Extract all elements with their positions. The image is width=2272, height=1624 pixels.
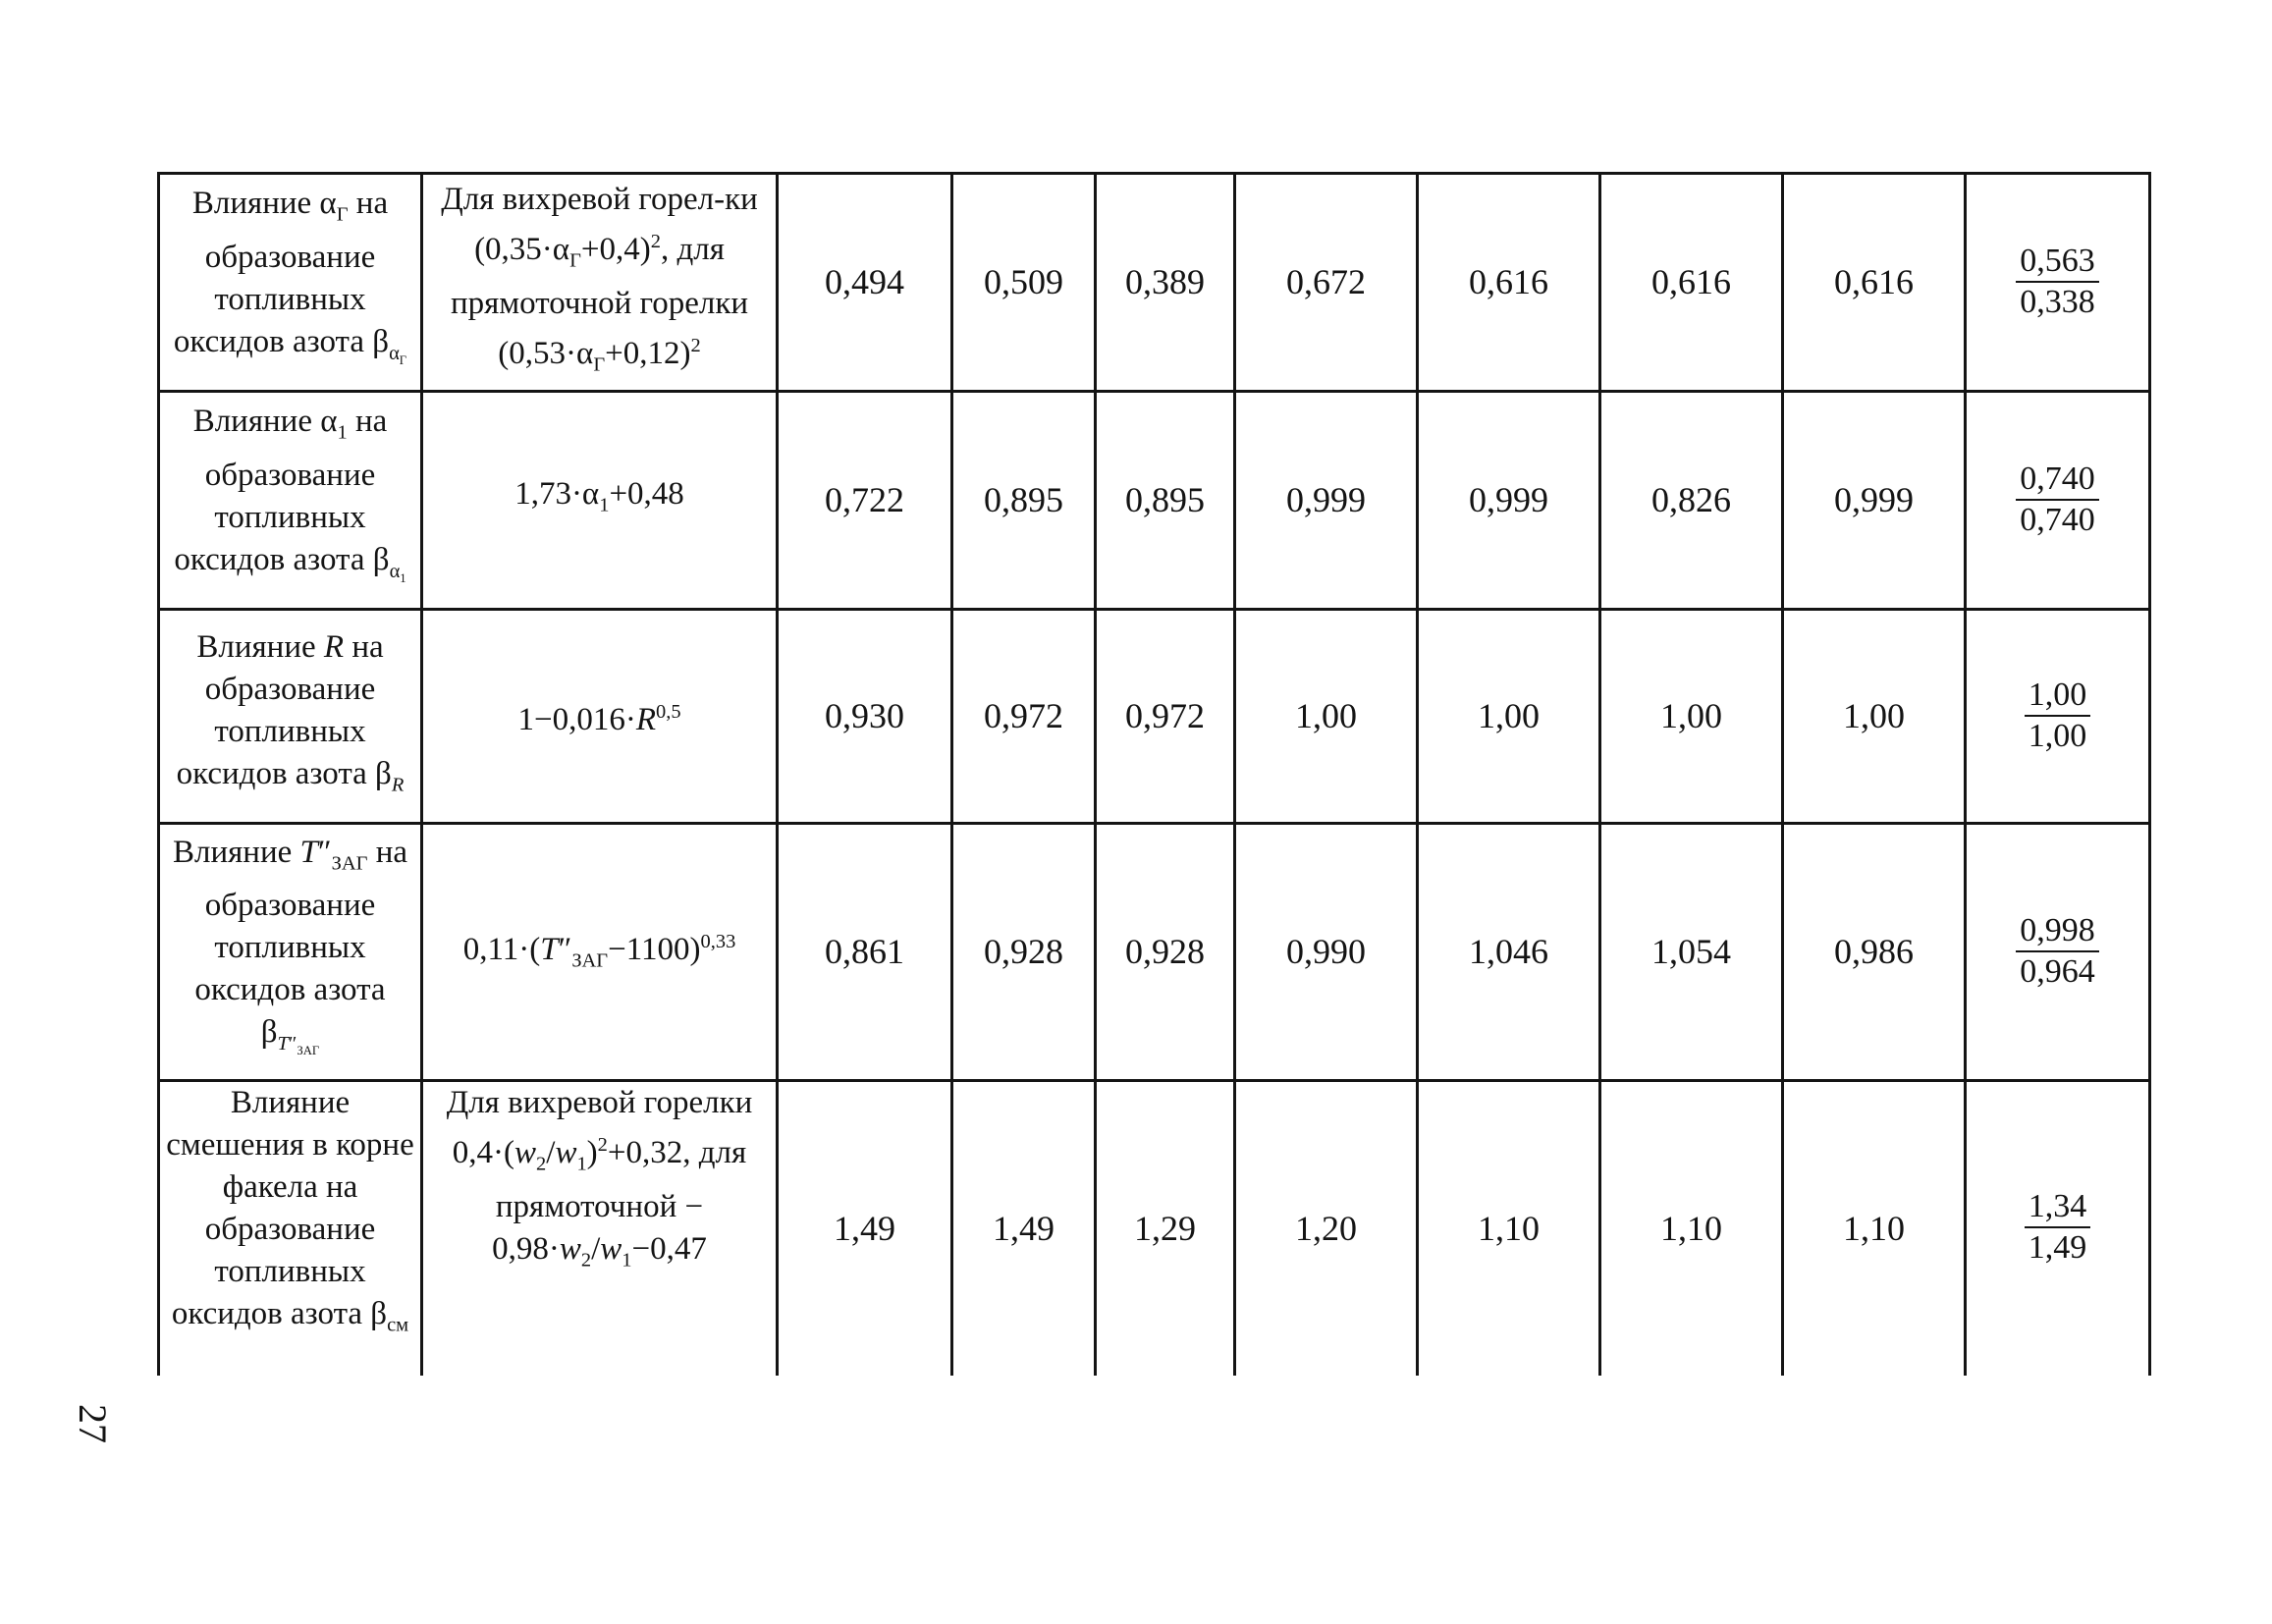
value-cell: 0,509 [952,174,1096,392]
value-cell: 1,00 [1783,610,1966,824]
formula-cell: Для вихревой горел-ки $(0,35\cdot\alpha_Г+0,4)^2$, для прямоточной горелки $(0,53\cdot\alpha_Г+0,12)^2$ [422,174,778,392]
value-cell: 1,00 [1418,610,1600,824]
fraction-cell [1966,392,2150,610]
value-cell: 0,972 [1096,610,1235,824]
fraction-value [2016,460,2099,540]
fraction-numerator: 1,34 [2025,1187,2091,1228]
formula-cell: Для вихревой горелки $0,4\cdot(w_2/w_1)^2+0,32$, для прямоточной − $0,98\cdot w_2/w_1-0,47$ [422,1081,778,1376]
value-cell: 0,999 [1783,392,1966,610]
value-cell: 1,10 [1783,1081,1966,1376]
value-cell: 0,895 [952,392,1096,610]
value-cell: 0,616 [1783,174,1966,392]
fraction-denominator: 0,964 [2020,952,2095,990]
table-row [159,1081,2150,1376]
fraction-value [2025,676,2091,756]
value-cell: 1,054 [1600,824,1783,1081]
formula-cell: $1-0,016\cdot R^{0,5}$ [422,610,778,824]
value-cell: 0,928 [952,824,1096,1081]
table-row [159,392,2150,610]
fraction-denominator: 1,49 [2028,1229,2087,1267]
value-cell: 1,10 [1600,1081,1783,1376]
value-cell: 0,928 [1096,824,1235,1081]
table-row [159,610,2150,824]
fraction-cell [1966,610,2150,824]
value-cell: 0,972 [952,610,1096,824]
value-cell: 0,861 [778,824,952,1081]
value-cell: 1,046 [1418,824,1600,1081]
value-cell: 0,672 [1235,174,1418,392]
value-cell: 0,826 [1600,392,1783,610]
fraction-denominator: 0,740 [2020,501,2095,538]
value-cell: 1,49 [952,1081,1096,1376]
table-row [159,174,2150,392]
fraction-numerator: 0,998 [2016,911,2099,952]
fraction-cell [1966,1081,2150,1376]
value-cell: 1,10 [1418,1081,1600,1376]
table-body [159,174,2150,1376]
value-cell: 1,20 [1235,1081,1418,1376]
value-cell: 0,494 [778,174,952,392]
fraction-value [2016,911,2099,992]
fraction-value [2025,1187,2091,1268]
value-cell: 0,722 [778,392,952,610]
fraction-denominator: 0,338 [2020,283,2095,320]
formula-cell: $1,73\cdot\alpha_1+0,48$ [422,392,778,610]
fraction-numerator: 0,740 [2016,460,2099,501]
value-cell: 0,986 [1783,824,1966,1081]
fraction-numerator: 1,00 [2025,676,2091,717]
value-cell: 0,616 [1418,174,1600,392]
value-cell: 1,00 [1600,610,1783,824]
value-cell: 1,49 [778,1081,952,1376]
fraction-denominator: 1,00 [2028,717,2087,754]
formula-cell: $0,11\cdot(T''_{ЗАГ}-1100)^{0,33}$ [422,824,778,1081]
fraction-numerator: 0,563 [2016,242,2099,283]
value-cell: 0,389 [1096,174,1235,392]
value-cell: 1,00 [1235,610,1418,824]
value-cell: 0,616 [1600,174,1783,392]
parameter-name-cell: Влияние $\alpha_Г$ на образование топливных оксидов азота $\beta_{\alpha_Г}$ [159,174,422,392]
parameter-name-cell: Влияние $T''_{ЗАГ}$ на образование топливных оксидов азота $\beta_{T''_{ЗАГ}}$ [159,824,422,1081]
data-table [157,172,2151,1376]
value-cell: 0,999 [1418,392,1600,610]
value-cell: 0,999 [1235,392,1418,610]
table-row [159,824,2150,1081]
fraction-cell [1966,174,2150,392]
fraction-cell [1966,824,2150,1081]
page-number: 27 [71,1404,115,1443]
parameter-name-cell: Влияние $\alpha_1$ на образование топливных оксидов азота $\beta_{\alpha_1}$ [159,392,422,610]
parameter-name-cell: Влияние R на образование топливных оксидов азота $\beta_R$ [159,610,422,824]
value-cell: 0,895 [1096,392,1235,610]
value-cell: 0,990 [1235,824,1418,1081]
value-cell: 1,29 [1096,1081,1235,1376]
parameter-name-cell: Влияние смешения в корне факела на образование топливных оксидов азота $\beta_{см}$ [159,1081,422,1376]
value-cell: 0,930 [778,610,952,824]
fraction-value [2016,242,2099,322]
